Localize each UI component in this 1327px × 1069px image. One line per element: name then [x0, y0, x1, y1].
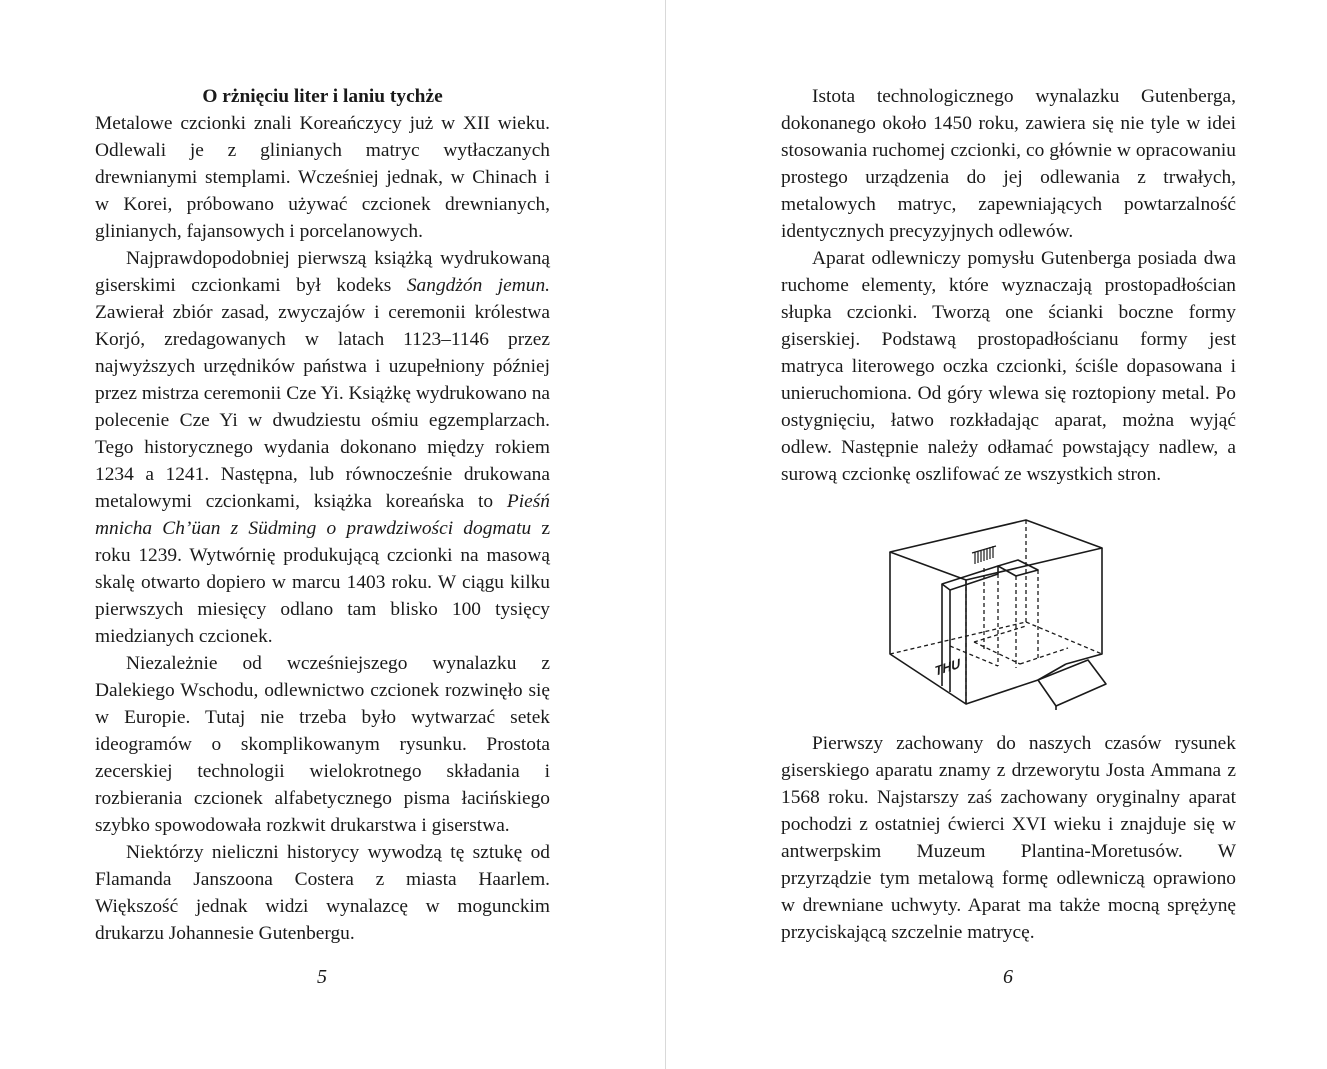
matrix-letters: THU [934, 655, 961, 680]
page-number: 5 [317, 966, 327, 988]
book-title: Pieśń mnicha Ch’üan z Südming o prawdziwości dogmatu [95, 491, 550, 539]
page-number: 6 [1003, 966, 1013, 988]
paragraph-text: z roku 1239. Wytwórnię produkującą czcionki na masową skalę otwarto dopiero w marcu 1403 roku. W ciągu kilku pierwszych miesięcy odlano tam blisko 100 tysięcy miedzianych czcionek. [95, 518, 550, 647]
type-mold-illustration [888, 518, 1108, 710]
right-page [666, 0, 1327, 1069]
paragraph: Aparat odlewniczy pomysłu Gutenberga posiada dwa ruchome elementy, które wyznaczają prostopadłościan słupka czcionki. Tworzą one ścianki boczne formy giserskiej. Podstawą prostopadłościanu formy jest matryca literowego oczka czcionki, ściśle dopasowana i unieruchomiona. Od góry wlewa się roztopiony metal. Po ostygnięciu, łatwo rozkładając aparat, można wyjąć odlew. Następnie należy odłamać powstający nadlew, a surową czcionkę oszlifować ze wszystkich stron. [781, 248, 1236, 485]
right-page-text-top [781, 83, 1236, 488]
paragraph: Niektórzy nieliczni historycy wywodzą tę sztukę od Flamanda Janszoona Costera z miasta Haarlem. Większość jednak widzi wynalazcę w mogunckim drukarzu Johannesie Gutenbergu. [95, 842, 550, 944]
book-title: Sangdżón jemun. [406, 275, 551, 296]
chapter-title: O rżnięciu liter i laniu tychże [202, 86, 443, 107]
left-page-text [95, 83, 550, 947]
paragraph: Pierwszy zachowany do naszych czasów rysunek giserskiego aparatu znamy z drzeworytu Josta Ammana z 1568 roku. Najstarszy zaś zachowany oryginalny aparat pochodzi z ostatniej ćwierci XVI wieku i znajduje się w antwerpskim Muzeum Plantina-Moretusów. W przyrządzie tym metalową formę odlewniczą oprawiono w drewniane uchwyty. Aparat ma także mocną sprężynę przyciskającą szczelnie matrycę. [781, 733, 1236, 943]
paragraph-text: Zawierał zbiór zasad, zwyczajów i ceremonii królestwa Korjó, zredagowanych w latach 1123–1146 przez najwyższych urzędników państwa i uzupełniony później przez mistrza ceremonii Cze Yi. Książkę wydrukowano na polecenie Cze Yi w dwudziestu ośmiu egzemplarzach. Tego historycznego wydania dokonano między rokiem 1234 a 1241. Następna, lub równocześnie drukowana metalowymi czcionkami, książka koreańska to [95, 302, 550, 512]
paragraph: Istota technologicznego wynalazku Gutenberga, dokonanego około 1450 roku, zawiera się nie tyle w idei stosowania ruchomej czcionki, co głównie w opracowaniu prostego urządzenia do jej odlewania z trwałych, metalowych matryc, zapewniających powtarzalność identycznych precyzyjnych odlewów. [781, 86, 1236, 242]
paragraph: Niezależnie od wcześniejszego wynalazku z Dalekiego Wschodu, odlewnictwo czcionek rozwinęło się w Europie. Tutaj nie trzeba było wytwarzać setek ideogramów o skomplikowanym rysunku. Prostota zecerskiej technologii wielokrotnego składania i rozbierania czcionek alfabetycznego pisma łacińskiego szybko spowodowała rozkwit drukarstwa i giserstwa. [95, 653, 550, 836]
paragraph: Metalowe czcionki znali Koreańczycy już w XII wieku. Odlewali je z glinianych matryc wytłaczanych drewnianymi stemplami. Wcześniej jednak, w Chinach i w Korei, próbowano używać czcionek drewnianych, glinianych, fajansowych i porcelanowych. [95, 113, 550, 242]
paragraph-text: Najprawdopodobniej pierwszą książką wydrukowaną giserskimi czcionkami był kodeks [95, 248, 550, 296]
paragraph [95, 245, 550, 650]
right-page-text-bottom [781, 730, 1236, 946]
